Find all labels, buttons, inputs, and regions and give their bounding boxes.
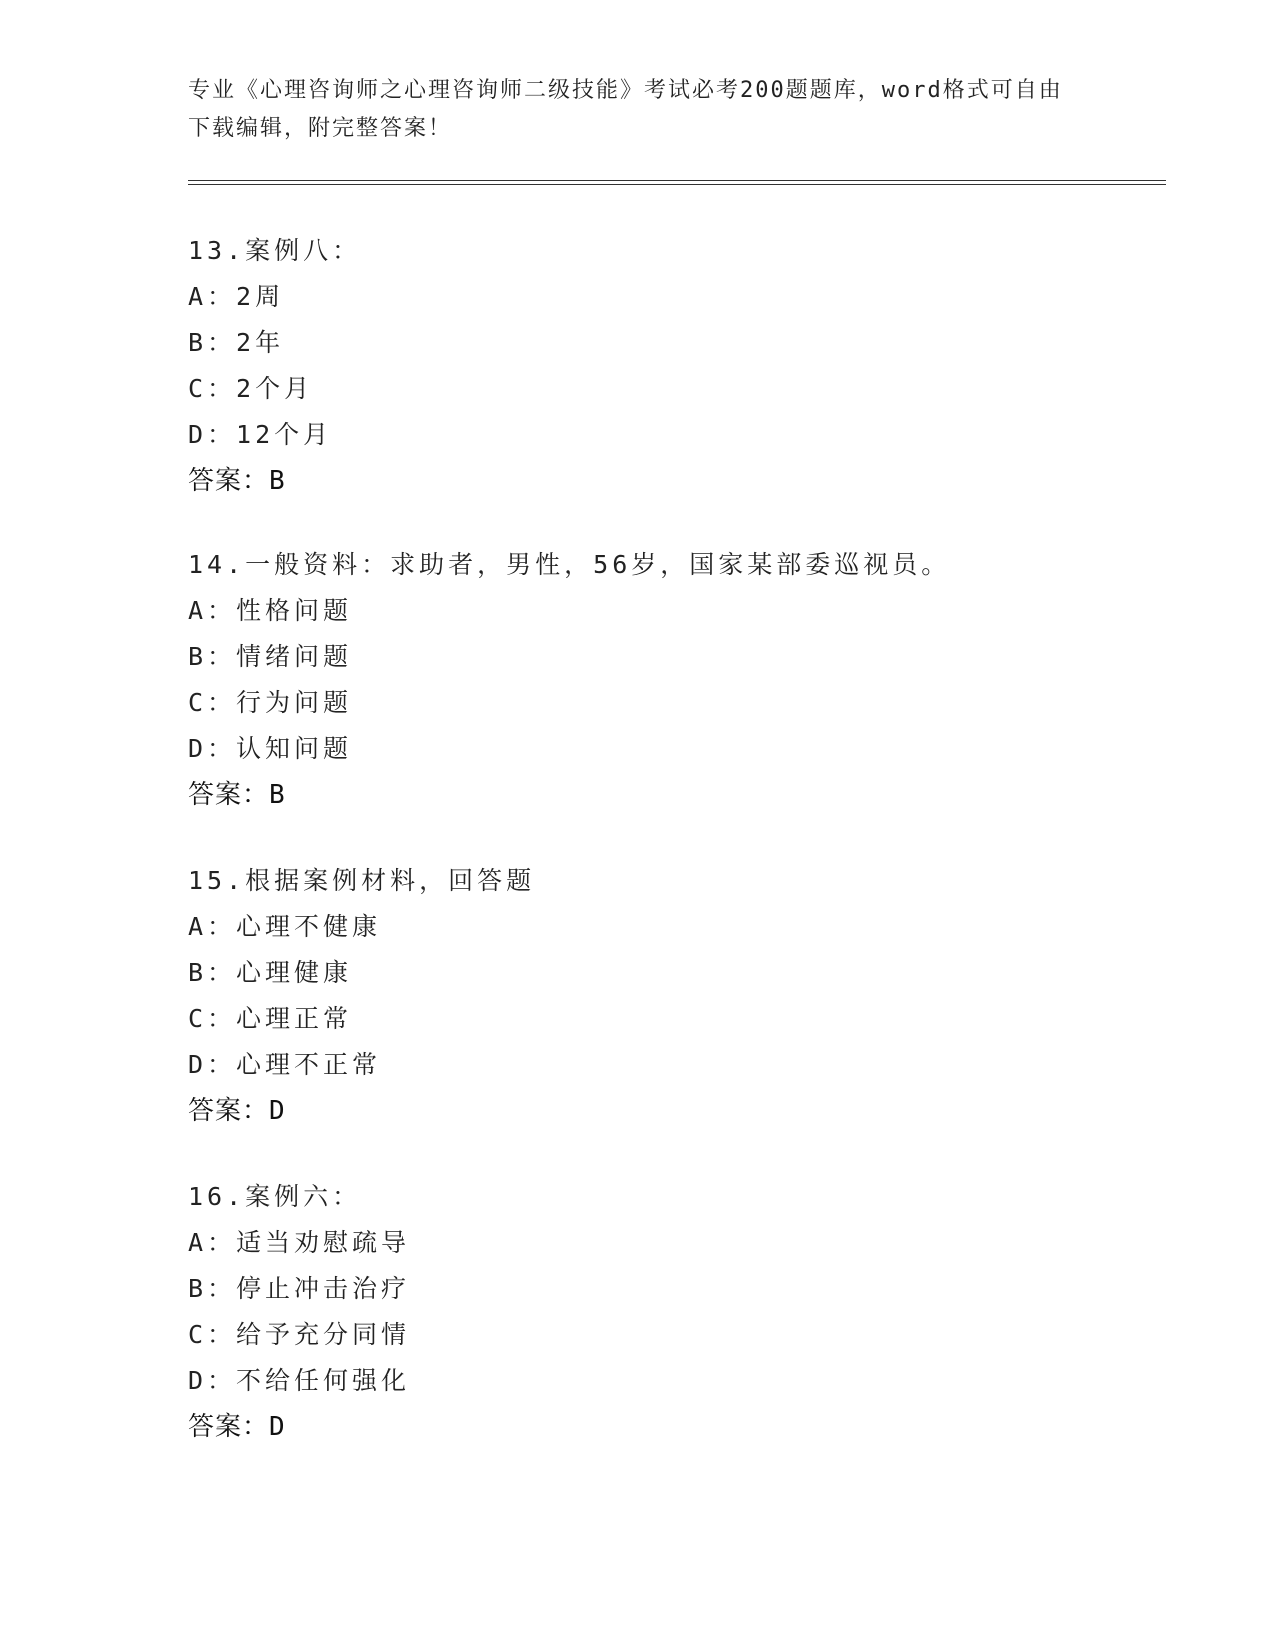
answer-line (188, 772, 1088, 818)
option-c: C：行为问题 (188, 688, 353, 717)
option-c: C：给予充分同情 (188, 1320, 411, 1349)
answer-line (188, 1404, 1088, 1450)
question-13 (188, 228, 1088, 504)
header-divider-bottom (188, 184, 1166, 185)
option-c: C：2个月 (188, 374, 314, 403)
answer-value: D (269, 1412, 286, 1442)
answer-line (188, 458, 1088, 504)
option-a: A：心理不健康 (188, 912, 382, 941)
option-d: D：认知问题 (188, 734, 353, 763)
answer-value: B (269, 780, 286, 810)
header-divider-top (188, 180, 1166, 181)
question-15 (188, 858, 1088, 1134)
option-a: A：2周 (188, 282, 285, 311)
option-c: C：心理正常 (188, 1004, 353, 1033)
option-a: A：适当劝慰疏导 (188, 1228, 411, 1257)
question-14 (188, 542, 1088, 818)
answer-label: 答案： (188, 466, 270, 496)
question-16 (188, 1174, 1088, 1450)
answer-value: B (269, 466, 286, 496)
answer-label: 答案： (188, 1412, 270, 1442)
answer-label: 答案： (188, 1096, 270, 1126)
option-d: D：12个月 (188, 420, 333, 449)
option-d: D：不给任何强化 (188, 1366, 411, 1395)
option-b: B：心理健康 (188, 958, 353, 987)
option-b: B：2年 (188, 328, 285, 357)
option-b: B：停止冲击治疗 (188, 1274, 411, 1303)
answer-line (188, 1088, 1088, 1134)
document-intro: 专业《心理咨询师之心理咨询师二级技能》考试必考200题题库，word格式可自由下载编辑，附完整答案！ (188, 78, 1063, 141)
option-b: B：情绪问题 (188, 642, 353, 671)
question-stem: 15.根据案例材料，回答题 (188, 866, 536, 895)
question-stem: 13.案例八： (188, 236, 362, 265)
question-stem: 16.案例六： (188, 1182, 362, 1211)
answer-label: 答案： (188, 780, 270, 810)
option-a: A：性格问题 (188, 596, 353, 625)
question-stem: 14.一般资料：求助者，男性，56岁，国家某部委巡视员。 (188, 550, 951, 579)
answer-value: D (269, 1096, 286, 1126)
option-d: D：心理不正常 (188, 1050, 382, 1079)
